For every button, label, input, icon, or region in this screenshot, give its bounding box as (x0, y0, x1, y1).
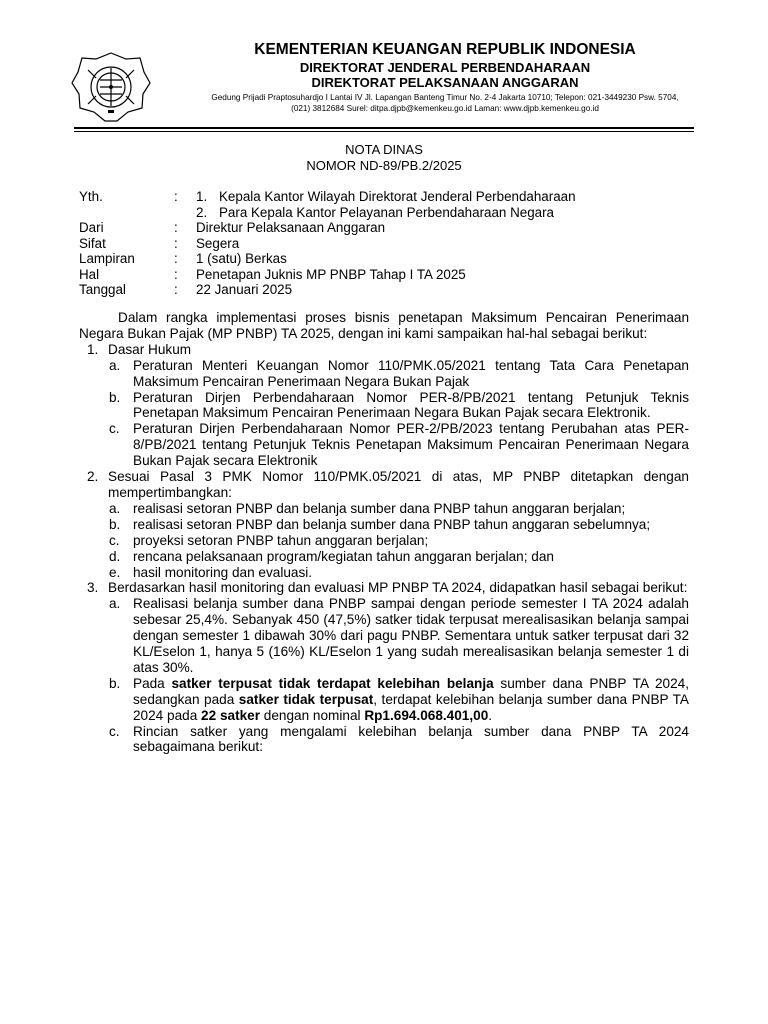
bold-text-run: satker terpusat tidak terdapat kelebihan belanja (171, 675, 494, 691)
header-colon: : (174, 220, 178, 235)
list-item (108, 517, 689, 533)
section-3 (79, 580, 689, 596)
item-text: Peraturan Menteri Keuangan Nomor 110/PMK.05/2021 tentang Tata Cara Penetapan Maksimum Pencairan Penerimaan Negara Bukan Pajak (133, 357, 689, 389)
intro-paragraph: Dalam rangka implementasi proses bisnis penetapan Maksimum Pencairan Penerimaan Negara Bukan Pajak (MP PNBP) TA 2025, dengan ini kami sampaikan hal-hal sebagai berikut: (79, 310, 689, 341)
list-item (108, 390, 689, 422)
item-text (133, 676, 689, 724)
letterhead-rule-thick (74, 127, 694, 129)
text-run: , terdapat kelebihan belanja sumber dana PNBP TA 2024 pada (133, 691, 690, 723)
item-letter: a. (109, 357, 121, 373)
text-run: sumber dana PNBP TA 2024, sedangkan pada (133, 675, 689, 707)
header-colon: : (174, 251, 178, 266)
recipient-number: 1. (196, 189, 208, 204)
header-row-dari (79, 220, 699, 236)
header-row-yth (79, 189, 699, 220)
header-value: Segera (196, 235, 240, 251)
directorate-general-name: DIREKTORAT JENDERAL PERBENDAHARAAN (299, 60, 591, 75)
letterhead-rule-thin (74, 131, 694, 132)
section-number: 2. (87, 469, 99, 485)
ministry-name: KEMENTERIAN KEUANGAN REPUBLIK INDONESIA (254, 41, 636, 58)
header-value: 1 (satu) Berkas (196, 251, 287, 266)
header-row-tanggal (79, 282, 699, 298)
item-letter: b. (109, 389, 121, 405)
header-colon: : (174, 266, 178, 282)
list-item (108, 676, 689, 724)
list-item (108, 421, 689, 469)
header-colon: : (174, 282, 178, 297)
item-text: Peraturan Dirjen Perbendaharaan Nomor PER-2/PB/2023 tentang Perubahan atas PER-8/PB/2021 tentang Petunjuk Teknis Penetapan Maksimum Pencairan Penerimaan Negara Bukan Pajak secara Elektronik (133, 421, 689, 469)
list-item (108, 533, 689, 549)
header-colon: : (174, 235, 178, 251)
header-value: 22 Januari 2025 (196, 282, 293, 297)
list-item (108, 565, 689, 581)
item-letter: a. (109, 596, 121, 612)
document-number: NOMOR ND-89/PB.2/2025 (306, 158, 462, 173)
header-label: Yth. (79, 189, 103, 204)
item-text: Peraturan Dirjen Perbendaharaan Nomor PER-8/PB/2021 tentang Petunjuk Teknis Penetapan Maksimum Pencairan Penerimaan Negara Bukan Pajak secara Elektronik. (133, 389, 689, 421)
section-text: Berdasarkan hasil monitoring dan evaluasi MP PNBP TA 2024, didapatkan hasil sebagai berikut: (108, 580, 688, 596)
header-value: Penetapan Juknis MP PNBP Tahap I TA 2025 (196, 266, 466, 282)
item-text: realisasi setoran PNBP dan belanja sumber dana PNBP tahun anggaran sebelumnya; (133, 516, 651, 532)
header-colon: : (174, 189, 178, 204)
recipient-text: Para Kepala Kantor Pelayanan Perbendaharaan Negara (219, 204, 555, 220)
section-2 (79, 469, 689, 501)
address-line-1: Gedung Prijadi Praptosuhardjo I Lantai IV Jl. Lapangan Banteng Timur No. 2-4 Jakarta 10710; Telepon: 021-3449230 Psw. 5704, (211, 93, 679, 102)
item-letter: a. (109, 500, 121, 516)
item-text: proyeksi setoran PNBP tahun anggaran berjalan; (133, 532, 429, 548)
item-letter: c. (109, 421, 120, 437)
header-value: Direktur Pelaksanaan Anggaran (196, 220, 386, 235)
header-row-sifat (79, 236, 699, 252)
item-letter: b. (109, 516, 121, 532)
memo-body (79, 310, 689, 755)
bold-text-run: 22 satker (201, 707, 261, 723)
item-letter: c. (109, 723, 120, 739)
item-letter: d. (109, 548, 121, 564)
recipient-list (196, 189, 699, 220)
item-letter: c. (109, 532, 120, 548)
header-label: Lampiran (79, 251, 135, 266)
item-text: hasil monitoring dan evaluasi. (133, 564, 313, 580)
section-title: Dasar Hukum (108, 341, 192, 357)
header-label: Dari (79, 220, 104, 235)
kemenkeu-emblem-icon (70, 50, 152, 124)
item-text: realisasi setoran PNBP dan belanja sumber dana PNBP tahun anggaran berjalan; (133, 500, 626, 516)
item-text: Realisasi belanja sumber dana PNBP sampai dengan periode semester I TA 2024 adalah sebesar 25,4%. Sebanyak 450 (47,5%) satker tidak terpusat merealisasikan belanja sampai dengan semester 1 dibawah 30% dari pagu PNBP. Sementara untuk satker terpusat dari 32 KL/Eselon 1, hanya 5 (16%) KL/Eselon 1 yang sudah merealisasikan belanja semester 1 di atas 30%. (133, 596, 689, 675)
recipient-number: 2. (196, 204, 208, 220)
section-number: 3. (87, 580, 99, 596)
section-text: Sesuai Pasal 3 PMK Nomor 110/PMK.05/2021 di atas, MP PNBP ditetapkan dengan mempertimbangkan: (108, 469, 689, 500)
header-label: Hal (79, 266, 100, 282)
document-type: NOTA DINAS (345, 142, 423, 157)
item-text: Rincian satker yang mengalami kelebihan belanja sumber dana PNBP TA 2024 sebagaimana berikut: (133, 723, 689, 755)
item-letter: b. (109, 675, 121, 691)
recipient-item (196, 189, 699, 205)
text-run: dengan nominal (260, 707, 365, 723)
list-item (108, 596, 689, 676)
item-text: rencana pelaksanaan program/kegiatan tahun anggaran berjalan; dan (133, 548, 554, 564)
text-run: . (488, 707, 493, 723)
nominal-amount: Rp1.694.068.401,00 (364, 707, 489, 723)
item-letter: e. (109, 564, 121, 580)
list-item (108, 501, 689, 517)
directorate-name: DIREKTORAT PELAKSANAAN ANGGARAN (311, 75, 579, 90)
header-row-lampiran (79, 251, 699, 267)
list-item (108, 358, 689, 390)
list-item (108, 549, 689, 565)
header-label: Sifat (79, 235, 106, 251)
header-label: Tanggal (79, 282, 126, 297)
list-item (108, 724, 689, 756)
address-line-2: (021) 3812684 Surel: ditpa.djpb@kemenkeu.go.id Laman: www.djpb.kemenkeu.go.id (291, 104, 599, 113)
letterhead (165, 40, 725, 114)
memo-header (79, 189, 699, 298)
header-row-hal (79, 267, 699, 283)
section-number: 1. (87, 341, 99, 357)
recipient-text: Kepala Kantor Wilayah Direktorat Jenderal Perbendaharaan (219, 189, 576, 204)
recipient-item (196, 205, 699, 221)
text-run: Pada (133, 675, 172, 691)
bold-text-run: satker tidak terpusat (238, 691, 374, 707)
section-1 (79, 342, 689, 358)
